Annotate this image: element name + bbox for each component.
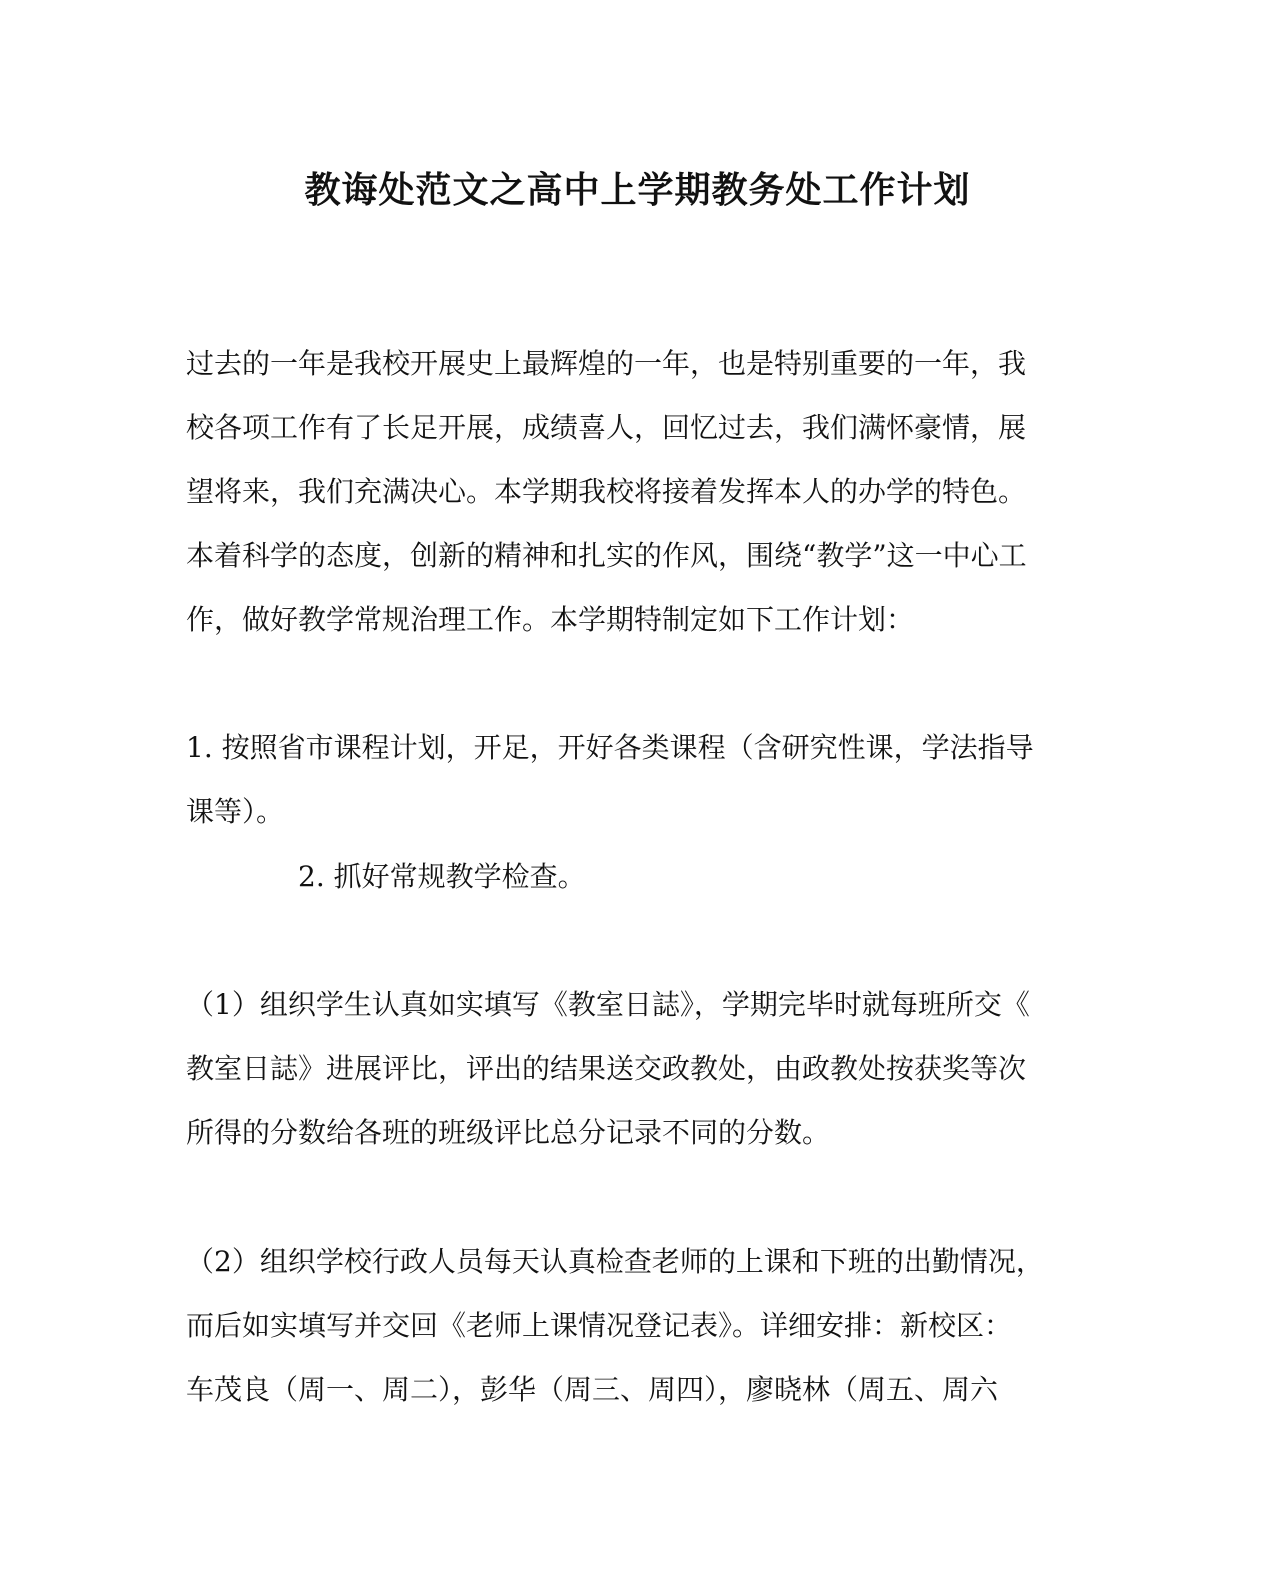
text-line: 望将来，我们充满决心。本学期我校将接着发挥本人的办学的特色。 bbox=[186, 475, 1027, 508]
text-line: （2）组织学校行政人员每天认真检查老师的上课和下班的出勤情况， bbox=[186, 1245, 1044, 1278]
text-line: 作，做好教学常规治理工作。本学期特制定如下工作计划： bbox=[186, 603, 915, 636]
text-line: 校各项工作有了长足开展，成绩喜人，回忆过去，我们满怀豪情，展 bbox=[186, 411, 1027, 444]
text-line: 而后如实填写并交回《老师上课情况登记表》。详细安排：新校区： bbox=[186, 1309, 1013, 1342]
paragraph-subitem-1 bbox=[186, 973, 1066, 1165]
text-line: 过去的一年是我校开展史上最辉煌的一年，也是特别重要的一年，我 bbox=[186, 347, 1027, 380]
text-line: 课等）。 bbox=[186, 795, 285, 828]
paragraph-item-2 bbox=[298, 845, 1178, 909]
text-line: 2. 抓好常规教学检查。 bbox=[298, 860, 586, 893]
text-line: （1）组织学生认真如实填写《教室日誌》，学期完毕时就每班所交《 bbox=[186, 988, 1030, 1021]
document-title: 教诲处范文之高中上学期教务处工作计划 bbox=[304, 169, 971, 211]
text-line: 1. 按照省市课程计划，开足，开好各类课程（含研究性课，学法指导 bbox=[186, 731, 1034, 764]
paragraph-subitem-2 bbox=[186, 1230, 1066, 1422]
text-line: 车茂良（周一、周二），彭华（周三、周四），廖晓林（周五、周六 bbox=[186, 1373, 999, 1406]
paragraph-intro bbox=[186, 332, 1066, 652]
text-line: 教室日誌》进展评比，评出的结果送交政教处，由政教处按获奖等次 bbox=[186, 1052, 1027, 1085]
text-line: 本着科学的态度，创新的精神和扎实的作风，围绕“教学”这一中心工 bbox=[186, 539, 1027, 572]
text-line: 所得的分数给各班的班级评比总分记录不同的分数。 bbox=[186, 1116, 831, 1149]
paragraph-item-1 bbox=[186, 716, 1066, 844]
